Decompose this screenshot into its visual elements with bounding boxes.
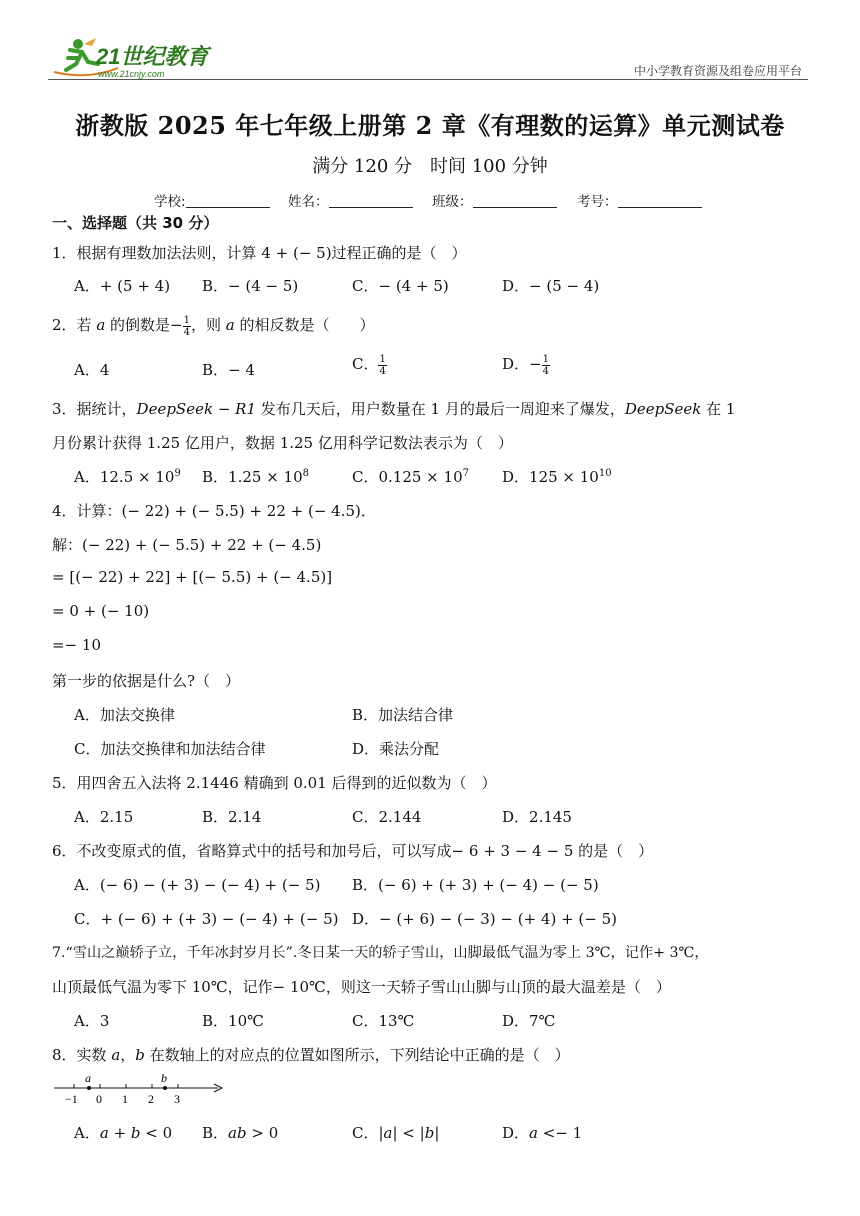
page-title: 浙教版 2025 年七年级上册第 2 章《有理数的运算》单元测试卷 [75, 111, 785, 140]
school-field[interactable] [154, 190, 270, 210]
q8-option-b[interactable]: B．ab > 0 [202, 1124, 279, 1142]
q6-option-a[interactable]: A．(− 6) − (+ 3) − (− 4) + (− 5) [74, 876, 321, 894]
platform-name: 中小学教育资源及组卷应用平台 [633, 64, 802, 78]
point-a [87, 1086, 91, 1090]
q2-option-a[interactable]: A．4 [74, 361, 110, 379]
exam-no-field[interactable] [577, 190, 702, 210]
question-5: 5．用四舍五入法将 2.1446 精确到 0.01 后得到的近似数为（ ） [52, 774, 497, 792]
header-divider [48, 79, 808, 80]
q5-option-a[interactable]: A．2.15 [74, 808, 134, 826]
q3-option-d[interactable]: D．$125 \times 10^{10}$ [502, 468, 612, 486]
point-a-label: a [85, 1072, 91, 1085]
q4-solution-line-4: =− 10 [52, 636, 101, 654]
q4-option-c[interactable]: C．加法交换律和加法结合律 [74, 740, 266, 758]
q4-solution-line-3: = 0 + (− 10) [52, 602, 150, 620]
q4-solution-line-1: 解：(− 22) + (− 5.5) + 22 + (− 4.5) [52, 536, 322, 554]
q1-option-a[interactable]: A．+ (5 + 4) [74, 277, 171, 295]
name-blank[interactable] [329, 193, 413, 208]
q4-option-d[interactable]: D．乘法分配 [352, 740, 440, 758]
exam-no-blank[interactable] [618, 193, 702, 208]
class-label: 班级： [432, 194, 473, 210]
question-6: 6．不改变原式的值，省略算式中的括号和加号后，可以写成− 6 + 3 − 4 − 5 的是（ ） [52, 842, 654, 860]
page-subtitle: 满分 120 分 时间 100 分钟 [312, 156, 548, 177]
tick-label: 0 [96, 1092, 102, 1106]
logo-text: 21世纪教育 [96, 44, 209, 69]
fraction: $\frac{1}{4}$ [183, 314, 190, 338]
site-logo [48, 36, 228, 80]
school-label: 学校: [154, 194, 186, 210]
q7-option-b[interactable]: B．10℃ [202, 1012, 264, 1030]
q7-option-d[interactable]: D．7℃ [502, 1012, 556, 1030]
q2-option-d[interactable]: D．− $\frac{1}{4}$ [502, 353, 549, 377]
question-8: 8．实数 a，b 在数轴上的对应点的位置如图所示，下列结论中正确的是（ ） [52, 1046, 570, 1064]
q5-option-d[interactable]: D．2.145 [502, 808, 572, 826]
q1-option-c[interactable]: C．− (4 + 5) [352, 277, 449, 295]
q4-question: 第一步的依据是什么?（ ） [52, 672, 241, 690]
q7-option-c[interactable]: C．13℃ [352, 1012, 415, 1030]
fraction: $\frac{1}{4}$ [379, 353, 386, 377]
q4-option-a[interactable]: A．加法交换律 [74, 706, 175, 724]
q4-solution-line-2: = [(− 22) + 22] + [(− 5.5) + (− 4.5)] [52, 568, 333, 586]
q5-option-c[interactable]: C．2.144 [352, 808, 422, 826]
q1-option-d[interactable]: D．− (5 − 4) [502, 277, 600, 295]
number-line-figure [52, 1072, 227, 1106]
q8-option-d[interactable]: D．a <− 1 [502, 1124, 583, 1142]
q6-option-d[interactable]: D．− (+ 6) − (− 3) − (+ 4) + (− 5) [352, 910, 618, 928]
q4-option-b[interactable]: B．加法结合律 [352, 706, 454, 724]
q6-option-b[interactable]: B．(− 6) + (+ 3) + (− 4) − (− 5) [352, 876, 599, 894]
q8-option-c[interactable]: C．|a| < |b| [352, 1124, 440, 1142]
q5-option-b[interactable]: B．2.14 [202, 808, 262, 826]
question-7-line-2: 山顶最低气温为零下 10℃，记作− 10℃，则这一天轿子雪山山脚与山顶的最大温差是（ ） [52, 978, 671, 996]
question-3-line-1: 3．据统计，DeepSeek − R1 发布几天后，用户数量在 1 月的最后一周迎来了爆发，DeepSeek 在 1 [52, 400, 736, 418]
class-blank[interactable] [473, 193, 557, 208]
point-b-label: b [161, 1072, 167, 1085]
number-line [52, 1072, 227, 1106]
q3-option-a[interactable]: A．$12.5 \times 10^9$ [74, 468, 181, 486]
tick-label: 2 [148, 1092, 154, 1106]
name-label: 姓名： [288, 194, 329, 210]
class-field[interactable] [432, 190, 557, 210]
point-b [163, 1086, 167, 1090]
section-heading: 一、选择题（共 30 分） [52, 214, 219, 232]
runner-logo-icon [48, 36, 228, 80]
fraction: $\frac{1}{4}$ [542, 353, 549, 377]
logo-url: www.21cnjy.com [98, 69, 165, 79]
school-blank[interactable] [186, 193, 270, 208]
question-4: 4．计算：(− 22) + (− 5.5) + 22 + (− 4.5)． [52, 502, 376, 520]
q2-option-b[interactable]: B．− 4 [202, 361, 255, 379]
question-7-line-1: 7.“雪山之巅轿子立，千年冰封岁月长”.冬日某一天的轿子雪山，山脚最低气温为零上 3℃，记作+ 3℃， [52, 945, 709, 961]
question-2: 2．若 a 的倒数是− $\frac{1}{4}$ ，则 a 的相反数是（ ） [52, 314, 375, 338]
q3-option-c[interactable]: C．$0.125 \times 10^7$ [352, 468, 469, 486]
exam-no-label: 考号： [577, 194, 618, 210]
q3-option-b[interactable]: B．$1.25 \times 10^8$ [202, 468, 309, 486]
question-1: 1．根据有理数加法法则，计算 4 + (− 5)过程正确的是（ ） [52, 244, 467, 262]
q6-option-c[interactable]: C．+ (− 6) + (+ 3) − (− 4) + (− 5) [74, 910, 339, 928]
q2-option-c[interactable]: C． $\frac{1}{4}$ [352, 353, 386, 377]
tick-label: −1 [65, 1092, 78, 1106]
q7-option-a[interactable]: A．3 [74, 1012, 110, 1030]
tick-label: 1 [122, 1092, 128, 1106]
q8-option-a[interactable]: A．a + b < 0 [74, 1124, 173, 1142]
question-3-line-2: 月份累计获得 1.25 亿用户，数据 1.25 亿用科学记数法表示为（ ） [52, 434, 513, 452]
name-field[interactable] [288, 190, 413, 210]
q1-option-b[interactable]: B．− (4 − 5) [202, 277, 299, 295]
tick-label: 3 [174, 1092, 180, 1106]
